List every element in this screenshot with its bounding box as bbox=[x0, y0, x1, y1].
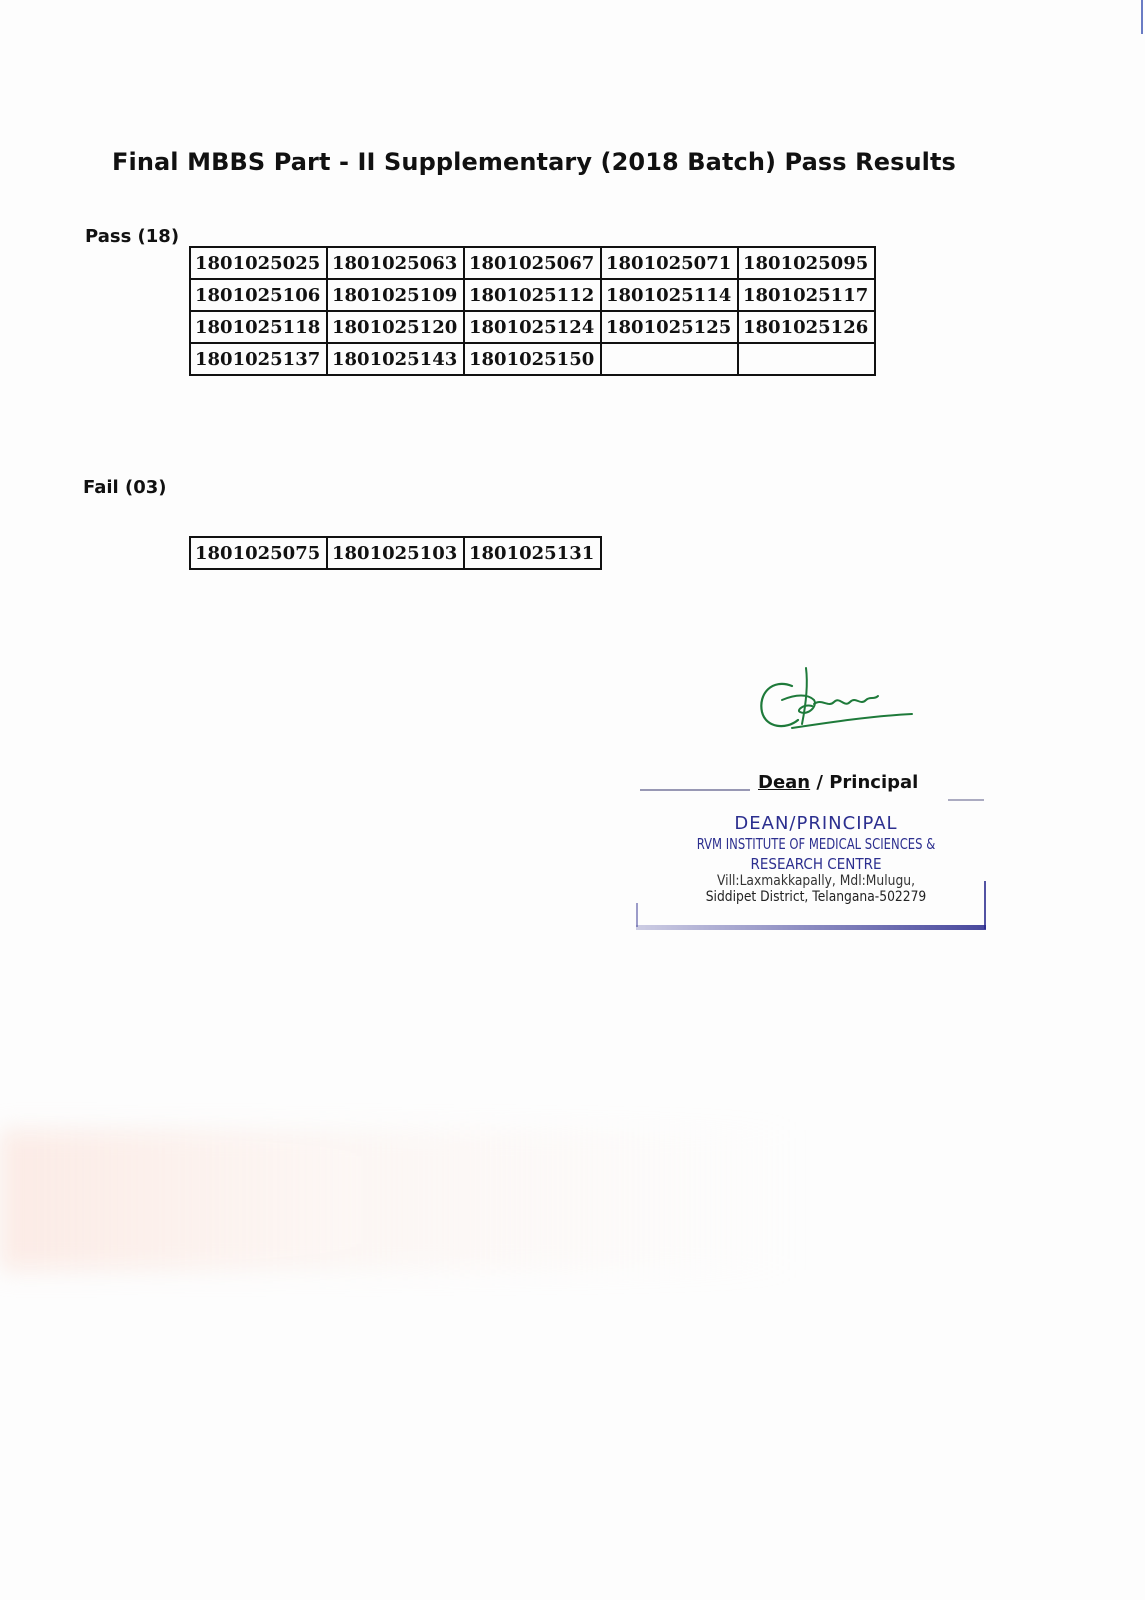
fail-section-label: Fail (03) bbox=[83, 477, 167, 498]
roll-number-cell: 1801025120 bbox=[327, 311, 464, 343]
handwritten-signature bbox=[752, 664, 922, 744]
roll-number-cell: 1801025106 bbox=[190, 279, 327, 311]
official-stamp bbox=[636, 785, 996, 935]
stamp-border bbox=[984, 881, 986, 929]
fail-roll-table bbox=[189, 536, 602, 570]
roll-number-cell: 1801025075 bbox=[190, 537, 327, 569]
edge-mark bbox=[1141, 0, 1143, 34]
signatory-title-dean: Dean bbox=[758, 772, 811, 793]
signatory-title-separator: / bbox=[810, 772, 830, 793]
roll-number-cell: 1801025117 bbox=[738, 279, 875, 311]
roll-number-cell: 1801025143 bbox=[327, 343, 464, 375]
table-row bbox=[190, 279, 875, 311]
document-title: Final MBBS Part - II Supplementary (2018 Batch) Pass Results bbox=[112, 148, 956, 176]
table-row bbox=[190, 311, 875, 343]
stamp-line: Siddipet District, Telangana-502279 bbox=[705, 889, 927, 905]
roll-number-cell: 1801025103 bbox=[327, 537, 464, 569]
roll-number-cell: 1801025150 bbox=[464, 343, 601, 375]
roll-number-cell: 1801025118 bbox=[190, 311, 327, 343]
stamp-rule bbox=[948, 799, 984, 801]
roll-number-cell: 1801025071 bbox=[601, 247, 738, 279]
stamp-line: RESEARCH CENTRE bbox=[750, 855, 882, 873]
stamp-border bbox=[636, 925, 986, 930]
roll-number-cell: 1801025067 bbox=[464, 247, 601, 279]
empty-cell bbox=[738, 343, 875, 375]
roll-number-cell: 1801025095 bbox=[738, 247, 875, 279]
roll-number-cell: 1801025131 bbox=[464, 537, 601, 569]
stamp-line: DEAN/PRINCIPAL bbox=[734, 813, 898, 834]
roll-number-cell: 1801025124 bbox=[464, 311, 601, 343]
roll-number-cell: 1801025112 bbox=[464, 279, 601, 311]
roll-number-cell: 1801025137 bbox=[190, 343, 327, 375]
roll-number-cell: 1801025114 bbox=[601, 279, 738, 311]
stamp-line: RVM INSTITUTE OF MEDICAL SCIENCES & bbox=[696, 835, 936, 853]
roll-number-cell: 1801025025 bbox=[190, 247, 327, 279]
signatory-title-principal: Principal bbox=[829, 772, 919, 793]
empty-cell bbox=[601, 343, 738, 375]
roll-number-cell: 1801025125 bbox=[601, 311, 738, 343]
pass-section-label: Pass (18) bbox=[85, 226, 180, 247]
photo-smudge bbox=[0, 1130, 1145, 1270]
table-row bbox=[190, 537, 601, 569]
table-row bbox=[190, 247, 875, 279]
roll-number-cell: 1801025109 bbox=[327, 279, 464, 311]
stamp-border bbox=[636, 903, 638, 927]
stamp-line: Vill:Laxmakkapally, Mdl:Mulugu, bbox=[716, 873, 915, 889]
stamp-rule bbox=[640, 789, 750, 791]
roll-number-cell: 1801025063 bbox=[327, 247, 464, 279]
table-row bbox=[190, 343, 875, 375]
roll-number-cell: 1801025126 bbox=[738, 311, 875, 343]
pass-roll-table bbox=[189, 246, 876, 376]
